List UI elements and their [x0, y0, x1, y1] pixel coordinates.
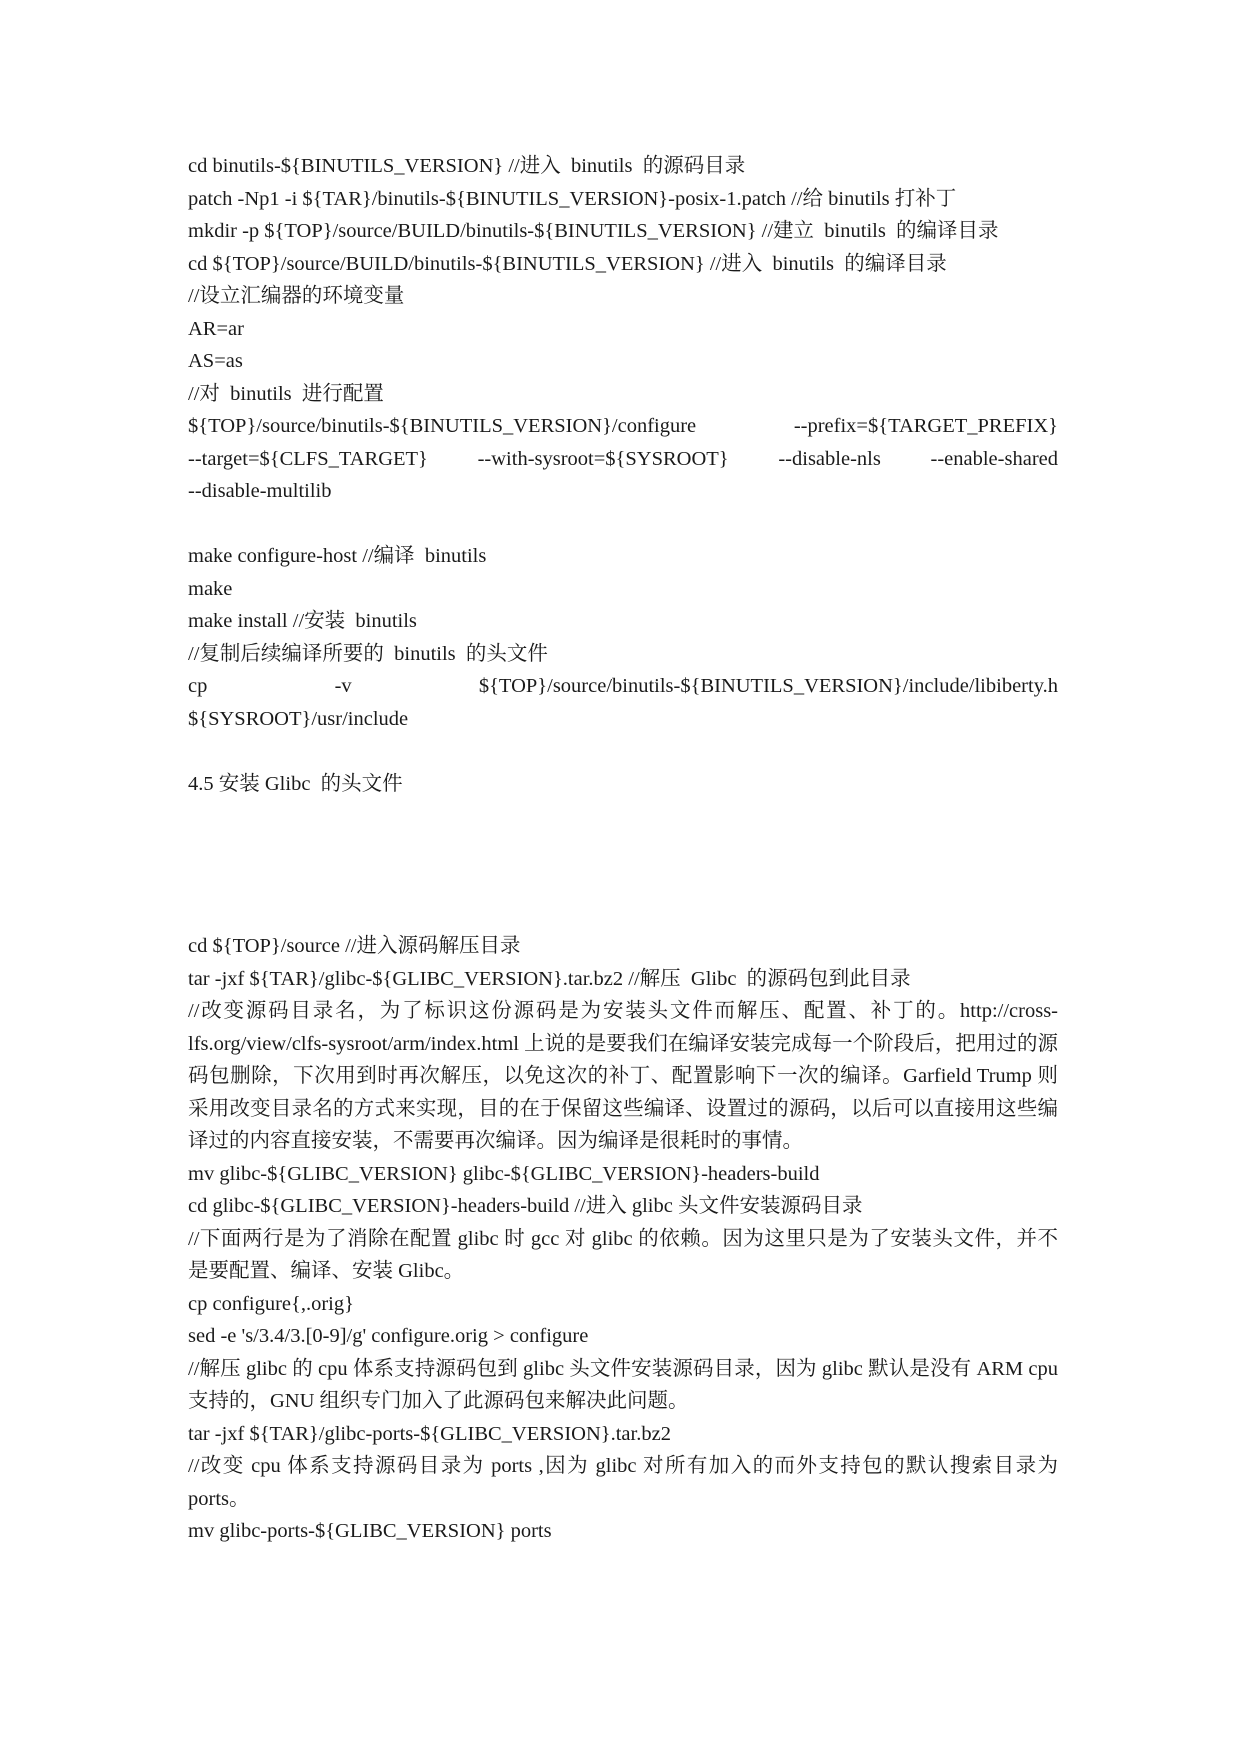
cp-command: cp — [188, 675, 208, 697]
comment-paragraph: //解压 glibc 的 cpu 体系支持源码包到 glibc 头文件安装源码目录，因为 glibc 默认是没有 ARM cpu 支持的，GNU 组织专门加入了此源码包来解决此问题。 — [188, 1357, 1058, 1412]
configure-multilib-line: --disable-multilib — [188, 480, 332, 502]
code-line: make install //安装 binutils — [188, 610, 417, 632]
code-line: cd binutils-${BINUTILS_VERSION} //进入 binutils 的源码目录 — [188, 155, 746, 177]
comment-paragraph: //下面两行是为了消除在配置 glibc 时 gcc 对 glibc 的依赖。因为这里只是为了安装头文件，并不是要配置、编译、安装 Glibc。 — [188, 1227, 1058, 1282]
spacer — [188, 800, 1058, 930]
code-line: mv glibc-ports-${GLIBC_VERSION} ports — [188, 1520, 552, 1542]
code-line: sed -e 's/3.4/3.[0-9]/g' configure.orig > configure — [188, 1325, 589, 1347]
configure-target: --target=${CLFS_TARGET} — [188, 447, 428, 470]
section-heading: 4.5 安装 Glibc 的头文件 — [188, 772, 403, 795]
spacer — [188, 735, 1058, 768]
configure-options-line — [188, 443, 1058, 476]
configure-sysroot: --with-sysroot=${SYSROOT} — [477, 447, 729, 470]
configure-disable-nls: --disable-nls — [778, 447, 881, 470]
cp-flag: -v — [334, 675, 352, 697]
code-line: mkdir -p ${TOP}/source/BUILD/binutils-${BINUTILS_VERSION} //建立 binutils 的编译目录 — [188, 220, 999, 242]
document-page — [188, 150, 1058, 1548]
cp-line — [188, 670, 1058, 703]
configure-line — [188, 410, 1058, 443]
comment-line: //设立汇编器的环境变量 — [188, 285, 405, 307]
comment-paragraph: //改变源码目录名，为了标识这份源码是为安装头文件而解压、配置、补丁的。http://cross-lfs.org/view/clfs-sysroot/arm/index.html 上说的是要我们在编译安装完成每一个阶段后，把用过的源码包删除，下次用到时再次解压，以免这次的补丁、配置影响下一次的编译。Garfield Trump 则采用改变目录名的方式来实现，目的在于保留这些编译、设置过的源码，以后可以直接用这些编译过的内容直接安装，不需要再次编译。因为编译是很耗时的事情。 — [188, 1000, 1058, 1152]
spacer — [188, 508, 1058, 541]
binutils-commands — [188, 150, 1058, 508]
cp-source: ${TOP}/source/binutils-${BINUTILS_VERSION}/include/libiberty.h — [478, 675, 1058, 697]
cp-destination: ${SYSROOT}/usr/include — [188, 707, 409, 730]
code-line: mv glibc-${GLIBC_VERSION} glibc-${GLIBC_VERSION}-headers-build — [188, 1162, 820, 1185]
code-line: make configure-host //编译 binutils — [188, 545, 487, 567]
code-line: cd glibc-${GLIBC_VERSION}-headers-build //进入 glibc 头文件安装源码目录 — [188, 1195, 863, 1217]
code-line: cp configure{,.orig} — [188, 1292, 354, 1315]
code-line: make — [188, 577, 233, 600]
code-line: AS=as — [188, 350, 243, 372]
glibc-header-commands — [188, 930, 1058, 1548]
code-line: tar -jxf ${TAR}/glibc-${GLIBC_VERSION}.tar.bz2 //解压 Glibc 的源码包到此目录 — [188, 967, 911, 990]
configure-prefix: --prefix=${TARGET_PREFIX} — [793, 415, 1058, 437]
code-line: patch -Np1 -i ${TAR}/binutils-${BINUTILS_VERSION}-posix-1.patch //给 binutils 打补丁 — [188, 187, 957, 210]
configure-enable-shared: --enable-shared — [930, 447, 1058, 470]
binutils-build-commands — [188, 540, 1058, 735]
comment-line: //对 binutils 进行配置 — [188, 382, 384, 405]
comment-line: //复制后续编译所要的 binutils 的头文件 — [188, 642, 548, 665]
code-line: AR=ar — [188, 317, 244, 340]
code-line: cd ${TOP}/source //进入源码解压目录 — [188, 935, 521, 957]
code-line: cd ${TOP}/source/BUILD/binutils-${BINUTILS_VERSION} //进入 binutils 的编译目录 — [188, 252, 947, 275]
code-line: tar -jxf ${TAR}/glibc-ports-${GLIBC_VERSION}.tar.bz2 — [188, 1422, 671, 1445]
configure-path: ${TOP}/source/binutils-${BINUTILS_VERSION}/configure — [188, 415, 697, 437]
comment-paragraph: //改变 cpu 体系支持源码目录为 ports ,因为 glibc 对所有加入的而外支持包的默认搜索目录为 ports。 — [188, 1455, 1058, 1510]
